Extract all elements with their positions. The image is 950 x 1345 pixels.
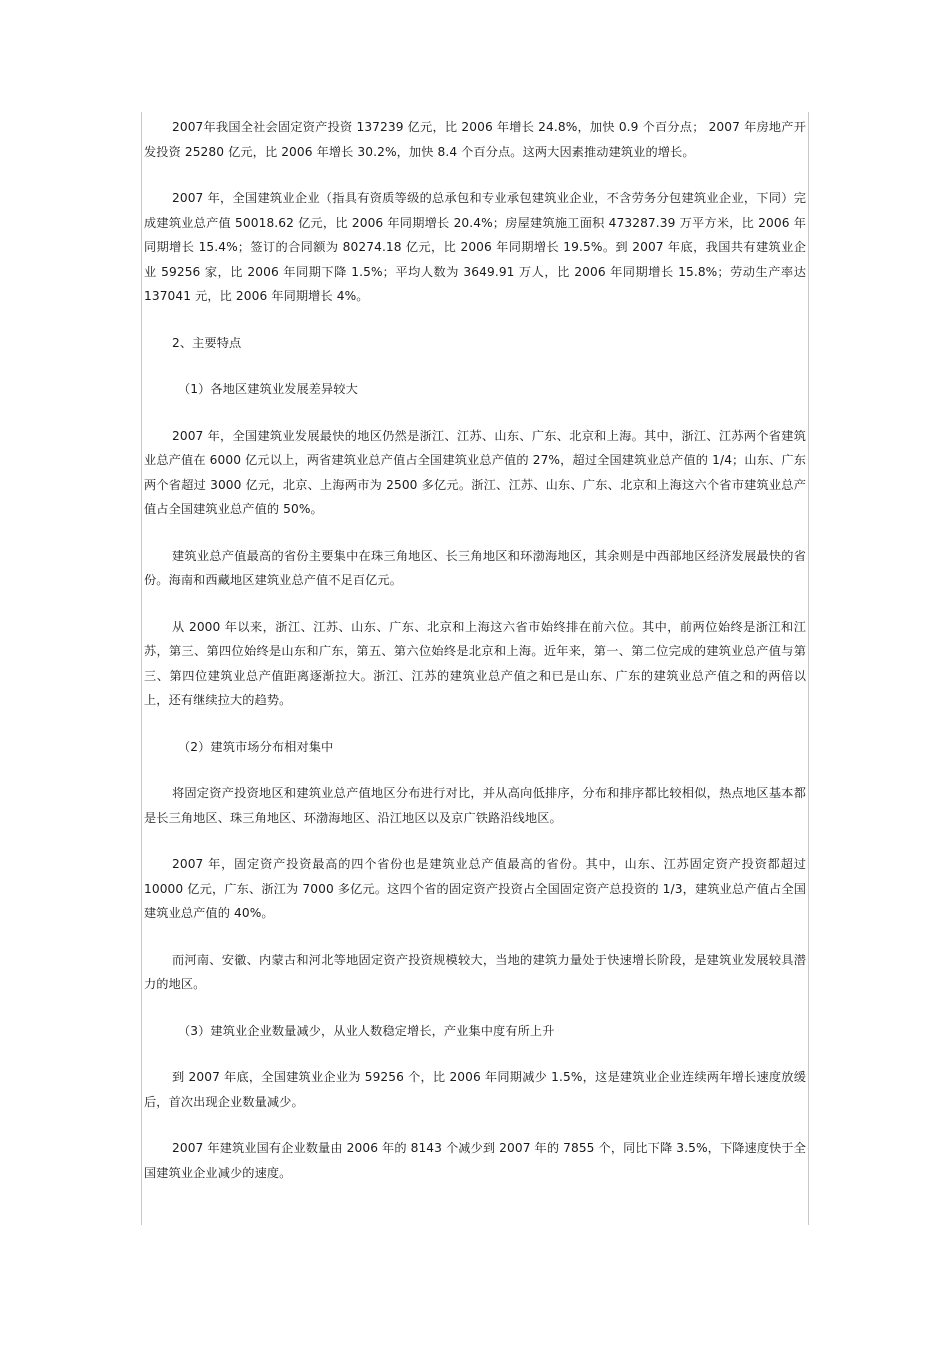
paragraph-construction-output: 2007 年，全国建筑业企业（指具有资质等级的总承包和专业承包建筑业企业，不含劳务分包建筑业企业，下同）完成建筑业总产值 50018.62 亿元，比 2006 年同期增长 20.4%；房屋建筑施工面积 473287.39 万平方米，比 2006 年同期增长 15.4%；签订的合同额为 80274.18 亿元，比 2006 年同期增长 19.5%。到 2007 年底，我国共有建筑业企业 59256 家，比 2006 年同期下降 1.5%；平均人数为 3649.91 万人，比 2006 年同期增长 15.8%；劳动生产率达 137041 元，比 2006 年同期增长 4%。 [144, 191, 806, 303]
document-body [144, 115, 806, 1207]
paragraph-investment-comparison: 将固定资产投资地区和建筑业总产值地区分布进行对比，并从高向低排序，分布和排序都比较相似，热点地区基本都是长三角地区、珠三角地区、环渤海地区、沿江地区以及京广铁路沿线地区。 [144, 786, 806, 825]
paragraph-investment: 2007年我国全社会固定资产投资 137239 亿元，比 2006 年增长 24.8%，加快 0.9 个百分点； 2007 年房地产开发投资 25280 亿元，比 2006 年增长 30.2%，加快 8.4 个百分点。这两大因素推动建筑业的增长。 [144, 120, 806, 159]
paragraph-enterprise-decrease: 到 2007 年底，全国建筑业企业为 59256 个，比 2006 年同期减少 1.5%，这是建筑业企业连续两年增长速度放缓后，首次出现企业数量减少。 [144, 1070, 806, 1109]
paragraph-potential-regions: 而河南、安徽、内蒙古和河北等地固定资产投资规模较大，当地的建筑力量处于快速增长阶段，是建筑业发展较具潜力的地区。 [144, 952, 806, 991]
section-heading-main-features: 2、主要特点 [172, 335, 242, 350]
left-margin-rule [141, 112, 142, 1225]
paragraph-fastest-regions: 2007 年，全国建筑业发展最快的地区仍然是浙江、江苏、山东、广东、北京和上海。其中，浙江、江苏两个省建筑业总产值在 6000 亿元以上，两省建筑业总产值占全国建筑业总产值的 27%，超过全国建筑业总产值的 1/4；山东、广东两个省超过 3000 亿元，北京、上海两市为 2500 多亿元。浙江、江苏、山东、广东、北京和上海这六个省市建筑业总产值占全国建筑业总产值的 50%。 [144, 428, 806, 516]
paragraph-top-four-provinces: 2007 年，固定资产投资最高的四个省份也是建筑业总产值最高的省份。其中，山东、江苏固定资产投资都超过 10000 亿元，广东、浙江为 7000 多亿元。这四个省的固定资产投资占全国固定资产总投资的 1/3，建筑业总产值占全国建筑业总产值的 40%。 [144, 857, 806, 920]
paragraph-state-owned-decrease: 2007 年建筑业国有企业数量由 2006 年的 8143 个减少到 2007 年的 7855 个，同比下降 3.5%，下降速度快于全国建筑业企业减少的速度。 [144, 1141, 806, 1180]
subheading-regional-differences: （1）各地区建筑业发展差异较大 [178, 382, 358, 396]
right-margin-rule [808, 112, 809, 1225]
subheading-enterprise-count: （3）建筑业企业数量减少，从业人数稳定增长，产业集中度有所上升 [178, 1023, 555, 1038]
paragraph-highest-output-provinces: 建筑业总产值最高的省份主要集中在珠三角地区、长三角地区和环渤海地区，其余则是中西部地区经济发展最快的省份。海南和西藏地区建筑业总产值不足百亿元。 [144, 548, 806, 587]
paragraph-ranking-since-2000: 从 2000 年以来，浙江、江苏、山东、广东、北京和上海这六省市始终排在前六位。其中，前两位始终是浙江和江苏，第三、第四位始终是山东和广东，第五、第六位始终是北京和上海。近年来，第一、第二位完成的建筑业总产值与第三、第四位建筑业总产值距离逐渐拉大。浙江、江苏的建筑业总产值之和已是山东、广东的建筑业总产值之和的两倍以上，还有继续拉大的趋势。 [144, 619, 806, 707]
subheading-market-concentration: （2）建筑市场分布相对集中 [178, 739, 334, 754]
